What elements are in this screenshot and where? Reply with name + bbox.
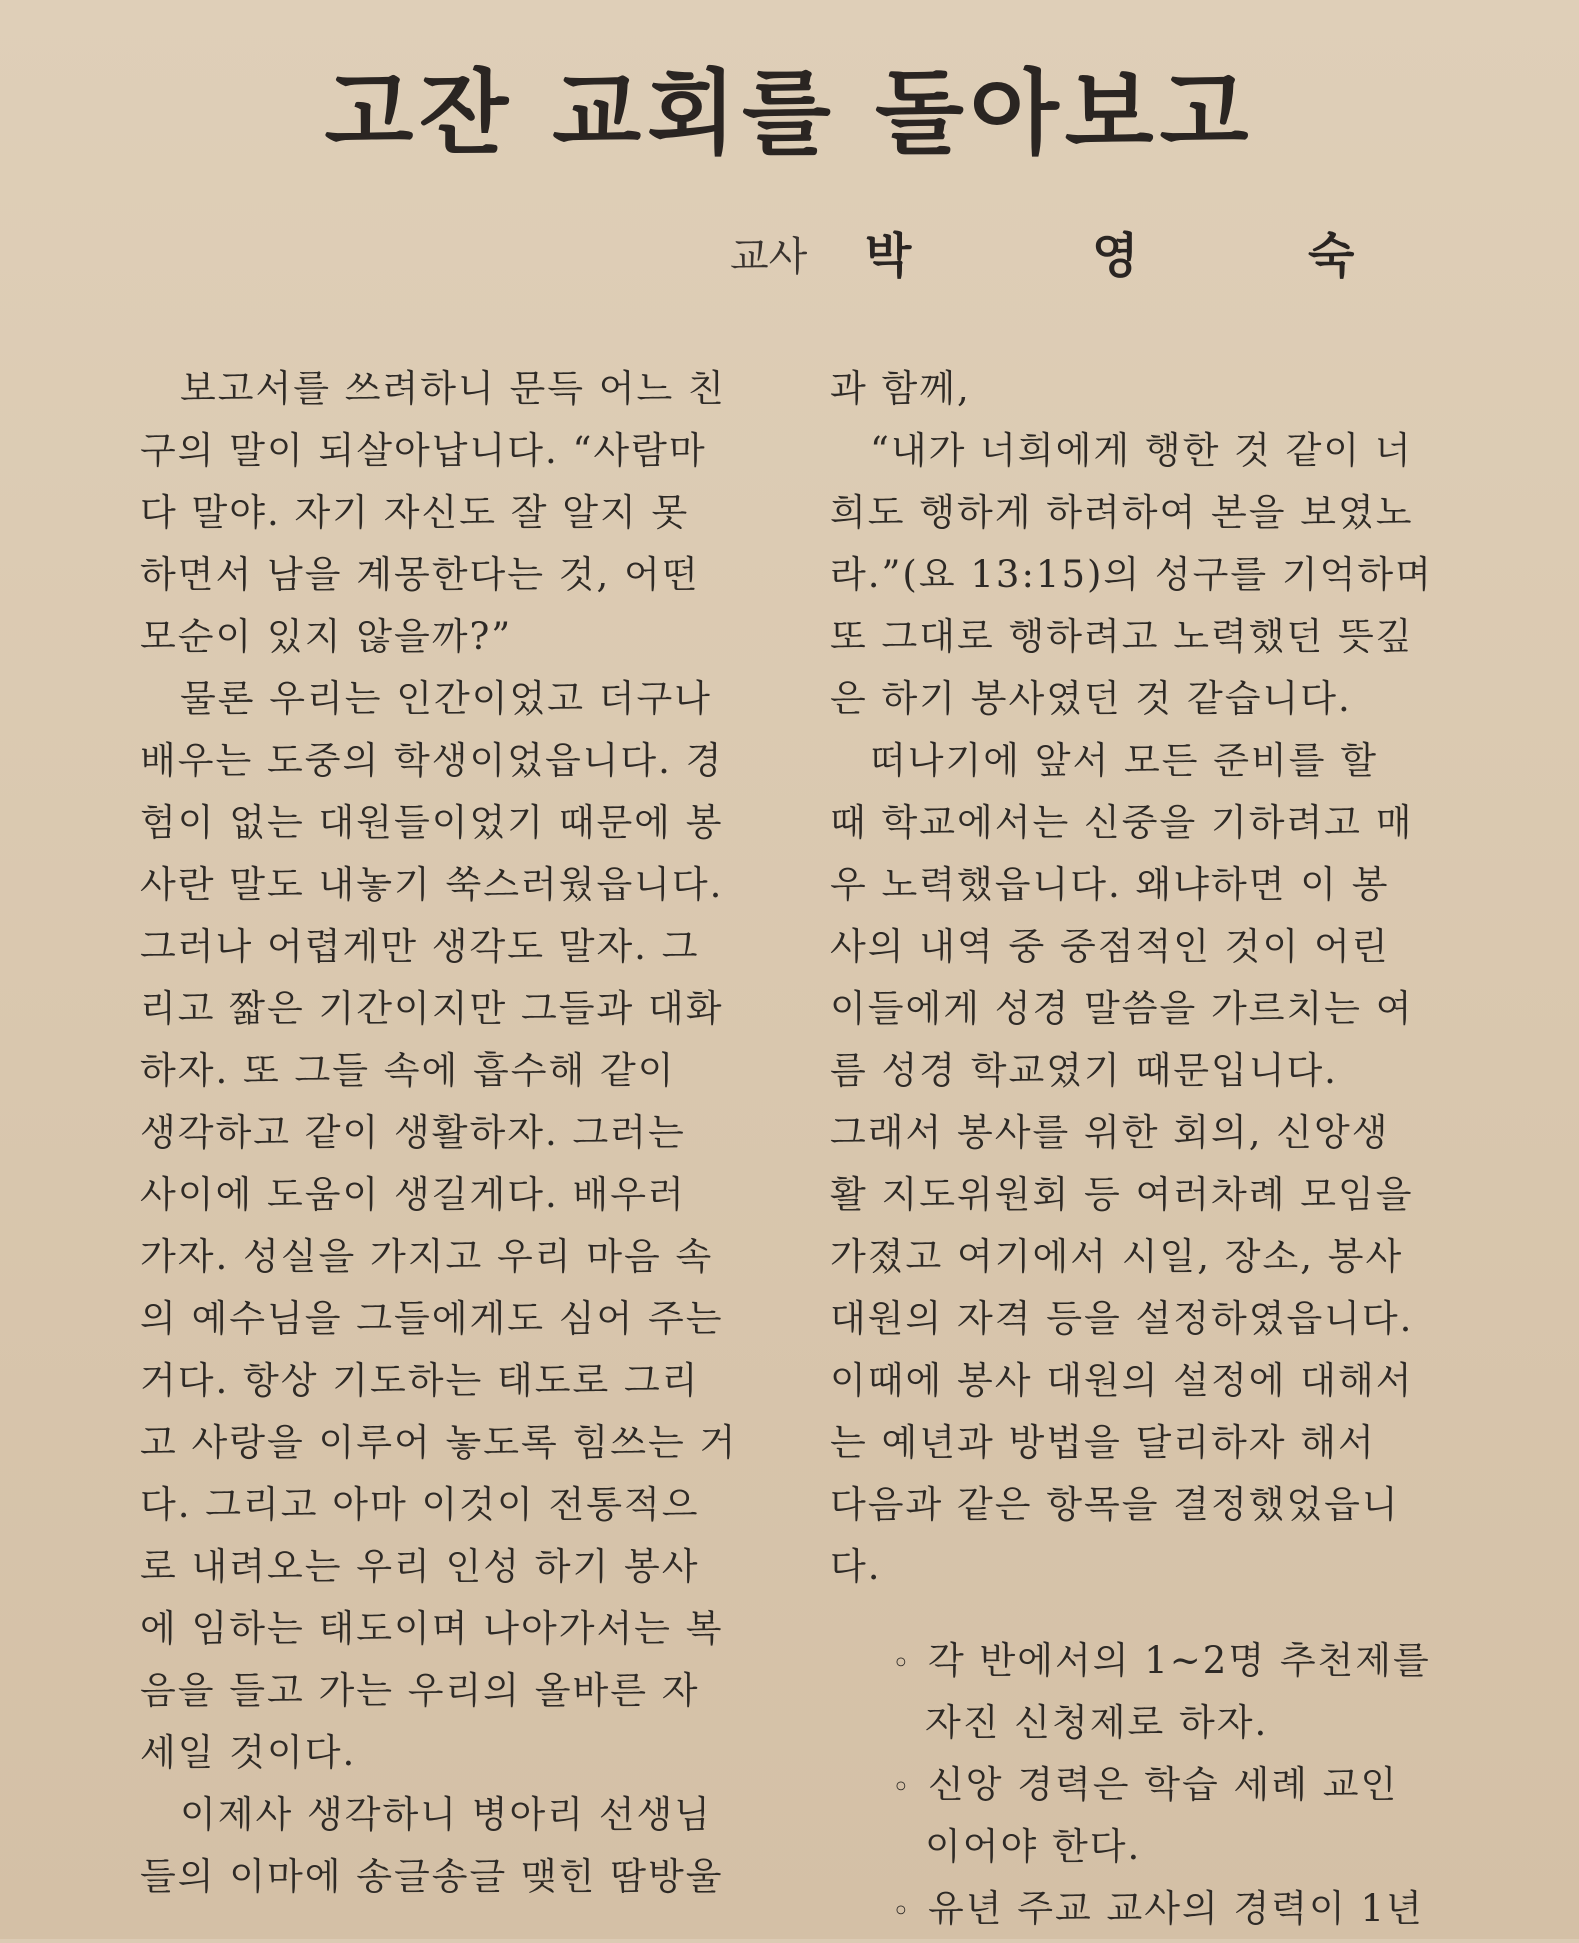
text-line: 가자. 성실을 가지고 우리 마음 속 — [140, 1235, 714, 1278]
text-line: 대원의 자격 등을 설정하였읍니다. — [830, 1297, 1414, 1340]
text-line: 또 그대로 행하려고 노력했던 뜻깊 — [830, 615, 1414, 658]
text-line: 그러나 어렵게만 생각도 말자. 그 — [140, 925, 700, 968]
text-line: 로 내려오는 우리 인성 하기 봉사 — [140, 1545, 700, 1588]
left-column — [140, 358, 780, 1908]
text-line: 세일 것이다. — [140, 1731, 357, 1774]
text-line: 사이에 도움이 생길게다. 배우러 — [140, 1173, 686, 1216]
text-line: 다 말야. 자기 자신도 잘 알지 못 — [140, 491, 690, 534]
text-line: 들의 이마에 송글송글 맺힌 땀방울 — [140, 1855, 724, 1898]
text-line: 하자. 또 그들 속에 흡수해 같이 — [140, 1049, 676, 1092]
text-line: 이제사 생각하니 병아리 선생님 — [180, 1793, 712, 1836]
text-line: 그래서 봉사를 위한 회의, 신앙생 — [830, 1111, 1390, 1154]
author-role: 교사 — [730, 234, 808, 280]
bullet-item — [830, 1630, 1470, 1692]
article-title: 고잔 교회를 돌아보고 — [324, 60, 1255, 167]
text-line: 에 임하는 태도이며 나아가서는 복 — [140, 1607, 724, 1650]
text-line: 은 하기 봉사였던 것 같습니다. — [830, 677, 1352, 720]
text-line: 배우는 도중의 학생이었읍니다. 경 — [140, 739, 724, 782]
text-line: 다. — [830, 1545, 882, 1588]
text-line: 사란 말도 내놓기 쑥스러웠읍니다. — [140, 863, 724, 906]
paragraph-gap — [830, 1598, 1470, 1630]
text-line: 모순이 있지 않을까?” — [140, 615, 513, 658]
text-line: 구의 말이 되살아납니다. “사람마 — [140, 429, 707, 472]
text-line: 이들에게 성경 말씀을 가르치는 여 — [830, 987, 1414, 1030]
text-line: 하면서 남을 계몽한다는 것, 어떤 — [140, 553, 700, 596]
right-column — [830, 358, 1470, 1940]
text-line: 음을 들고 가는 우리의 올바른 자 — [140, 1669, 700, 1712]
text-line: 생각하고 같이 생활하자. 그러는 — [140, 1111, 686, 1154]
author-name-char: 영 — [1092, 228, 1139, 284]
text-line: 다음과 같은 항목을 결정했었읍니 — [830, 1483, 1400, 1526]
bullet-marker: ◦ — [892, 1770, 912, 1805]
text-line: 우 노력했읍니다. 왜냐하면 이 봉 — [830, 863, 1390, 906]
author-name-char: 숙 — [1308, 228, 1355, 284]
bullet-text: 신앙 경력은 학습 세례 교인 — [928, 1763, 1399, 1806]
bullet-text-cont: 이어야 한다. — [925, 1825, 1142, 1868]
author-name-char: 박 — [865, 228, 912, 284]
bullet-marker: ◦ — [892, 1646, 912, 1681]
text-line: 떠나기에 앞서 모든 준비를 할 — [870, 739, 1378, 782]
text-line: 다. 그리고 아마 이것이 전통적으 — [140, 1483, 700, 1526]
text-line: 가졌고 여기에서 시일, 장소, 봉사 — [830, 1235, 1404, 1278]
bullet-text: 유년 주교 교사의 경력이 1년 — [928, 1887, 1424, 1930]
bullet-marker: ◦ — [892, 1894, 912, 1929]
bullet-item — [830, 1754, 1470, 1816]
text-line: 이때에 봉사 대원의 설정에 대해서 — [830, 1359, 1414, 1402]
text-line: 거다. 항상 기도하는 태도로 그리 — [140, 1359, 700, 1402]
text-line: “내가 너희에게 행한 것 같이 너 — [870, 429, 1413, 472]
text-line: 때 학교에서는 신중을 기하려고 매 — [830, 801, 1414, 844]
text-line: 과 함께, — [830, 367, 971, 410]
text-line: 의 예수님을 그들에게도 심어 주는 — [140, 1297, 724, 1340]
text-line: 사의 내역 중 중점적인 것이 어린 — [830, 925, 1390, 968]
text-line: 보고서를 쓰려하니 문득 어느 친 — [180, 367, 726, 410]
bullet-text-cont: 자진 신청제로 하자. — [925, 1701, 1269, 1744]
text-line: 희도 행하게 하려하여 본을 보였노 — [830, 491, 1414, 534]
bullet-text: 각 반에서의 1~2명 추천제를 — [928, 1639, 1431, 1682]
bullet-item — [830, 1878, 1470, 1940]
byline — [730, 215, 1360, 284]
text-line: 험이 없는 대원들이었기 때문에 봉 — [140, 801, 724, 844]
text-line: 고 사랑을 이루어 놓도록 힘쓰는 거 — [140, 1421, 738, 1464]
text-line: 물론 우리는 인간이었고 더구나 — [180, 677, 712, 720]
text-line: 활 지도위원회 등 여러차례 모임을 — [830, 1173, 1414, 1216]
text-line: 라.”(요 13:15)의 성구를 기억하며 — [830, 553, 1433, 596]
text-line: 는 예년과 방법을 달리하자 해서 — [830, 1421, 1376, 1464]
text-line: 름 성경 학교였기 때문입니다. — [830, 1049, 1338, 1092]
text-line: 리고 짧은 기간이지만 그들과 대화 — [140, 987, 724, 1030]
